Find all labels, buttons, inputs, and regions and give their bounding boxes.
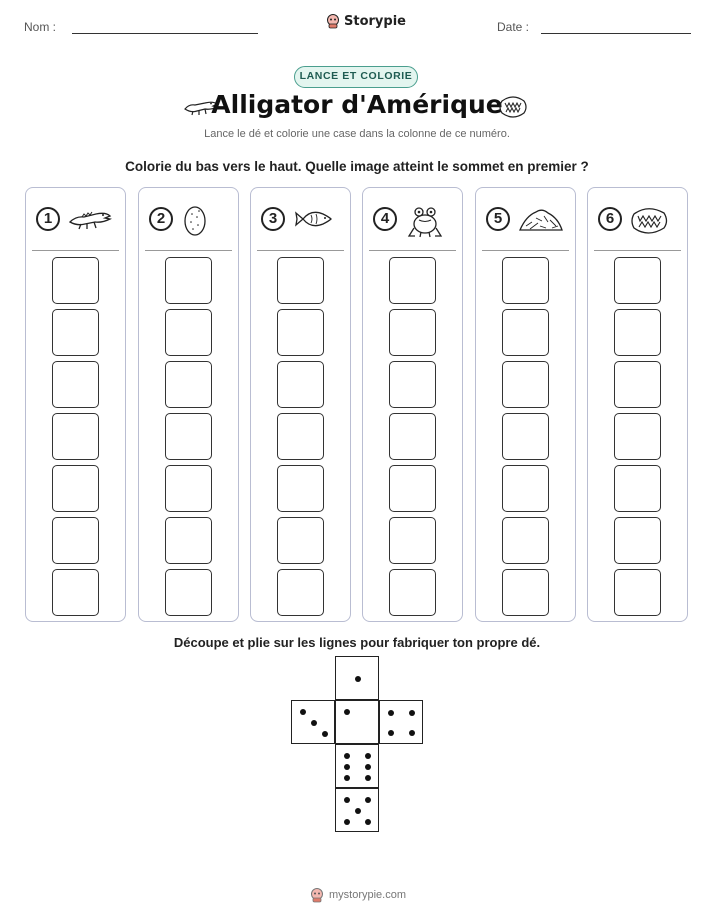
storypie-mascot-icon xyxy=(310,887,324,903)
column-number: 3 xyxy=(261,207,285,231)
color-box[interactable] xyxy=(165,569,212,616)
die-pip xyxy=(344,819,350,825)
color-box[interactable] xyxy=(52,465,99,512)
color-box[interactable] xyxy=(52,413,99,460)
color-box[interactable] xyxy=(614,309,661,356)
activity-badge: LANCE ET COLORIE xyxy=(294,66,418,88)
color-box[interactable] xyxy=(165,257,212,304)
name-line[interactable] xyxy=(72,33,258,34)
color-box[interactable] xyxy=(52,361,99,408)
brand-name: Storypie xyxy=(344,13,406,29)
brand-logo xyxy=(326,13,406,29)
column-divider xyxy=(257,250,344,251)
die-face-lower xyxy=(335,744,379,788)
die-pip xyxy=(355,808,361,814)
coloring-instruction: Colorie du bas vers le haut. Quelle image atteint le sommet en premier ? xyxy=(125,159,589,174)
color-box[interactable] xyxy=(614,361,661,408)
die-face-top xyxy=(335,656,379,700)
die-pip xyxy=(365,764,371,770)
color-box[interactable] xyxy=(502,413,549,460)
color-box[interactable] xyxy=(165,413,212,460)
die-pip xyxy=(344,764,350,770)
die-pip xyxy=(344,753,350,759)
die-pip xyxy=(355,676,361,682)
color-box[interactable] xyxy=(277,569,324,616)
color-box[interactable] xyxy=(614,569,661,616)
die-pip xyxy=(344,797,350,803)
color-box[interactable] xyxy=(389,465,436,512)
column-divider xyxy=(482,250,569,251)
die-face-center xyxy=(335,700,379,744)
column-divider xyxy=(32,250,119,251)
page-subtitle: Lance le dé et colorie une case dans la colonne de ce numéro. xyxy=(204,128,510,140)
die-face-right xyxy=(379,700,423,744)
die-pip xyxy=(311,720,317,726)
column-6 xyxy=(587,187,688,622)
color-box[interactable] xyxy=(52,257,99,304)
color-box[interactable] xyxy=(389,517,436,564)
jaws-icon xyxy=(630,204,670,238)
color-box[interactable] xyxy=(614,465,661,512)
color-box[interactable] xyxy=(52,309,99,356)
color-box[interactable] xyxy=(277,257,324,304)
color-box[interactable] xyxy=(502,257,549,304)
die-face-left xyxy=(291,700,335,744)
column-divider xyxy=(145,250,232,251)
jaws-icon xyxy=(498,93,528,121)
color-box[interactable] xyxy=(389,569,436,616)
color-box[interactable] xyxy=(502,569,549,616)
color-box[interactable] xyxy=(389,413,436,460)
die-pip xyxy=(388,710,394,716)
color-box[interactable] xyxy=(277,413,324,460)
color-box[interactable] xyxy=(502,465,549,512)
color-box[interactable] xyxy=(614,413,661,460)
column-number: 6 xyxy=(598,207,622,231)
color-box[interactable] xyxy=(165,517,212,564)
column-3 xyxy=(250,187,351,622)
column-4 xyxy=(362,187,463,622)
egg-icon xyxy=(181,204,225,238)
color-box[interactable] xyxy=(52,569,99,616)
storypie-mascot-icon xyxy=(326,13,340,29)
die-face-bottom xyxy=(335,788,379,832)
die-pip xyxy=(388,730,394,736)
column-number: 1 xyxy=(36,207,60,231)
color-box[interactable] xyxy=(389,309,436,356)
column-divider xyxy=(369,250,456,251)
die-pip xyxy=(344,709,350,715)
footer xyxy=(310,887,406,903)
name-label: Nom : xyxy=(24,20,57,34)
color-box[interactable] xyxy=(389,257,436,304)
die-pip xyxy=(409,730,415,736)
column-number: 4 xyxy=(373,207,397,231)
color-box[interactable] xyxy=(614,257,661,304)
cut-instruction: Découpe et plie sur les lignes pour fabriquer ton propre dé. xyxy=(173,635,541,650)
footer-url[interactable]: mystorypie.com xyxy=(329,889,407,901)
fish-icon xyxy=(293,204,337,234)
nest-icon xyxy=(518,204,564,234)
frog-icon xyxy=(405,204,449,240)
column-2 xyxy=(138,187,239,622)
die-pip xyxy=(322,731,328,737)
column-number: 2 xyxy=(149,207,173,231)
die-pip xyxy=(365,753,371,759)
die-pip xyxy=(300,709,306,715)
column-divider xyxy=(594,250,681,251)
column-number: 5 xyxy=(486,207,510,231)
column-1 xyxy=(25,187,126,622)
color-box[interactable] xyxy=(277,309,324,356)
color-box[interactable] xyxy=(277,361,324,408)
color-box[interactable] xyxy=(614,517,661,564)
color-box[interactable] xyxy=(502,361,549,408)
die-pip xyxy=(344,775,350,781)
date-label: Date : xyxy=(497,20,530,34)
color-box[interactable] xyxy=(502,309,549,356)
color-box[interactable] xyxy=(277,517,324,564)
die-pip xyxy=(409,710,415,716)
color-box[interactable] xyxy=(389,361,436,408)
color-box[interactable] xyxy=(52,517,99,564)
color-box[interactable] xyxy=(165,465,212,512)
page-title: Alligator d'Amérique xyxy=(211,90,503,119)
column-5 xyxy=(475,187,576,622)
date-line[interactable] xyxy=(541,33,691,34)
die-pip xyxy=(365,819,371,825)
alligator-icon xyxy=(68,204,112,234)
color-box[interactable] xyxy=(277,465,324,512)
die-pip xyxy=(365,797,371,803)
die-pip xyxy=(365,775,371,781)
color-box[interactable] xyxy=(165,309,212,356)
color-box[interactable] xyxy=(165,361,212,408)
color-box[interactable] xyxy=(502,517,549,564)
